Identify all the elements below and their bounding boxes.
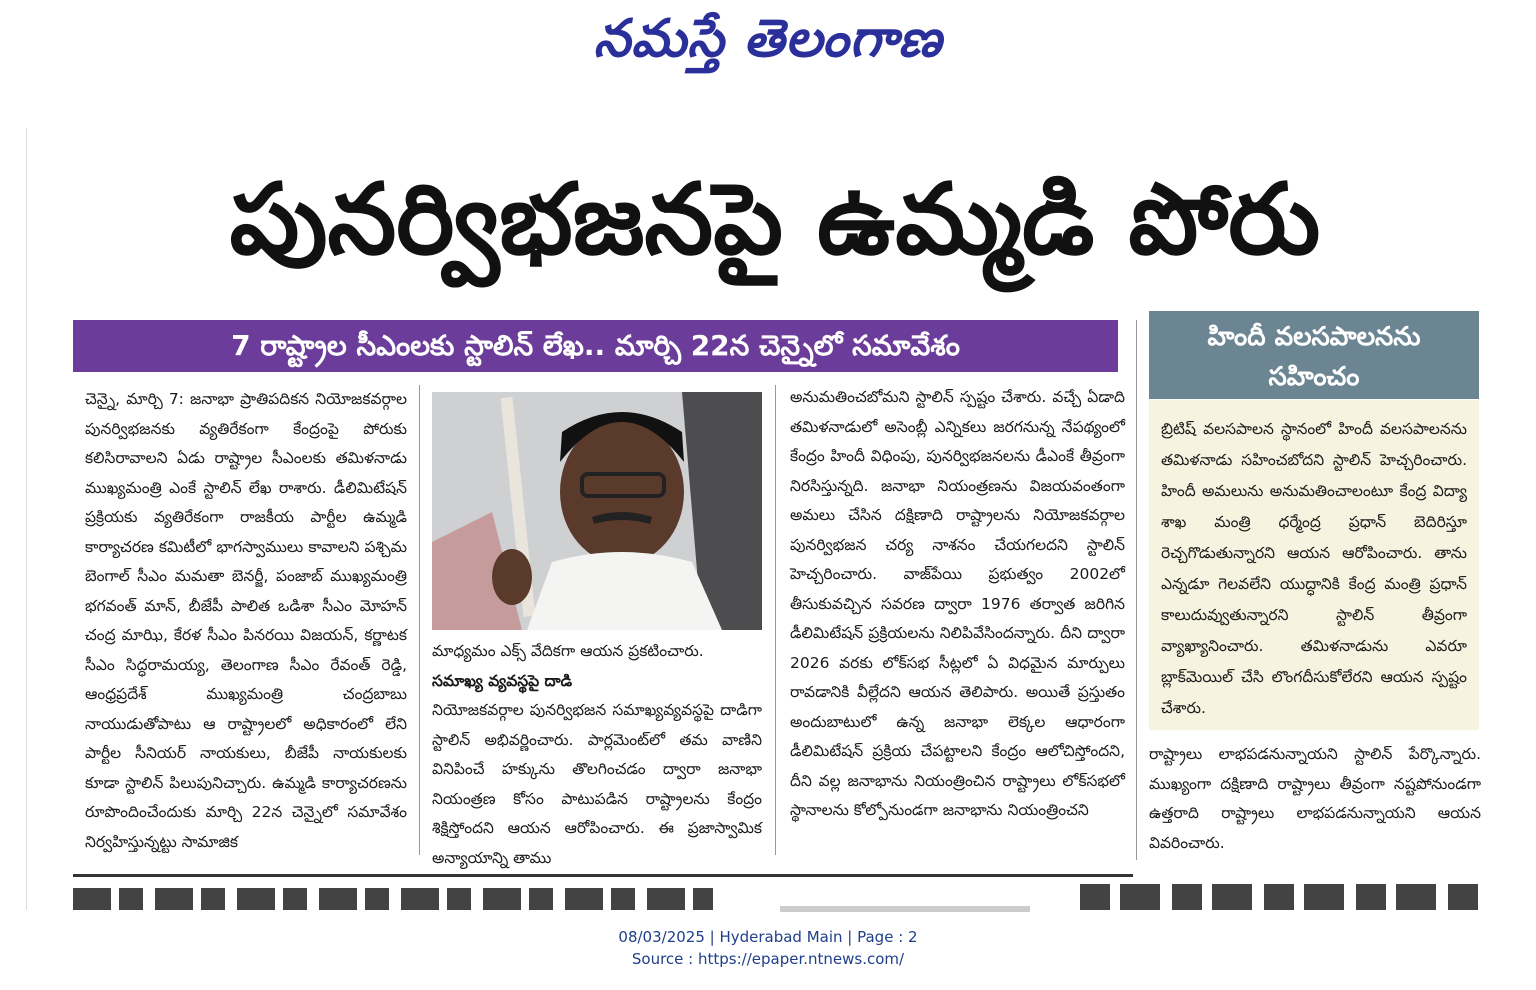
next-article-box-cut [780,906,1030,912]
sidebar-title [1149,311,1479,399]
article-column-2 [432,637,762,867]
column-1-text: చెన్నై, మార్చి 7: జనాభా ప్రాతిపదికన నియోజకవర్గాల పునర్విభజనకు వ్యతిరేకంగా కేంద్రంపై పోరుకు కలిసిరావాలని ఏడు రాష్ట్రాల సీఎంలకు తమిళనాడు ముఖ్యమంత్రి ఎంకే స్టాలిన్ లేఖ రాశారు. డీలిమిటేషన్ ప్రక్రియకు వ్యతిరేకంగా రాజకీయ పార్టీల ఉమ్మడి కార్యాచరణ కమిటీలో భాగస్వాములు కావాలని పశ్చిమ బెంగాల్ సీఎం మమతా బెనర్జీ, పంజాబ్ ముఖ్యమంత్రి భగవంత్ మాన్, బీజేపీ పాలిత ఒడిశా సీఎం మోహన్ చంద్ర మాఝి, కేరళ సీఎం పినరయి విజయన్, కర్ణాటక సీఎం సిద్ధరామయ్య, తెలంగాణ సీఎం రేవంత్ రెడ్డి, ఆంధ్రప్రదేశ్ ముఖ్యమంత్రి చంద్రబాబు నాయుడుతోపాటు ఆ రాష్ట్రాలలో అధికారంలో లేని పార్టీల సీనియర్ నాయకులు, బీజేపీ నాయకులకు కూడా స్టాలిన్ పిలుపునిచ్చారు. ఉమ్మడి కార్యాచరణను రూపొందించేందుకు మార్చి 22న చెన్నైలో సమావేశం నిర్వహిస్తున్నట్టు సామాజిక [85,390,407,851]
sidebar-body: బ్రిటిష్ వలసపాలన స్థానంలో హిందీ వలసపాలనను తమిళనాడు సహించబోదని స్టాలిన్ హెచ్చరించారు. హిందీ అమలును అనుమతించాలంటూ కేంద్ర విద్యా శాఖ మంత్రి ధర్మేంద్ర ప్రధాన్ బెదిరిస్తూ రెచ్చగొడుతున్నారని ఆయన ఆరోపించారు. తాను ఎన్నడూ గెలవలేని యుద్ధానికి కేంద్ర మంత్రి ప్రధాన్ కాలుదువ్వుతున్నారని స్టాలిన్ తీవ్రంగా వ్యాఖ్యానించారు. తమిళనాడును ఎవరూ బ్లాక్‌మెయిల్ చేసి లొంగదీసుకోలేరని ఆయన స్పష్టం చేశారు. [1149,400,1479,730]
next-article-headline-cut [73,888,713,910]
section-rule [73,874,1133,877]
column-2-lead: మాధ్యమం ఎక్స్ వేదికగా ఆయన ప్రకటించారు. [432,642,704,660]
footer-source: Source : https://epaper.ntnews.com/ [631,950,905,968]
previous-page-edge [0,128,27,910]
column-divider [775,385,776,855]
sidebar-title-line1: హిందీ వలసపాలనను [1207,322,1421,352]
stalin-photo [432,392,762,630]
next-article-headline-cut-right [1080,884,1480,910]
article-column-1 [85,385,407,855]
column-divider [419,385,420,855]
article-headline: పునర్విభజనపై ఉమ్మడి పోరు [229,163,1321,277]
newspaper-masthead: నమస్తే తెలంగాణ [593,9,943,69]
page-footer [0,926,1536,970]
column-divider [1136,320,1137,860]
column-4-text: రాష్ట్రాలు లాభపడనున్నాయని స్టాలిన్ పేర్కొన్నారు. ముఖ్యంగా దక్షిణాది రాష్ట్రాలు తీవ్రంగా నష్టపోనుండగా ఉత్తరాది రాష్ట్రాలు లాభపడనున్నాయని ఆయన వివరించారు. [1149,745,1481,852]
column-2-subtitle: సమాఖ్య వ్యవస్థపై దాడి [432,671,573,690]
stalin-photo-illustration [432,392,762,630]
column-3-text: అనుమతించబోమని స్టాలిన్ స్పష్టం చేశారు. వచ్చే ఏడాది తమిళనాడులో అసెంబ్లీ ఎన్నికలు జరగనున్న నేపథ్యంలో కేంద్రం హిందీ విధింపు, పునర్విభజనలను డీఎంకే తీవ్రంగా నిరసిస్తున్నది. జనాభా నియంత్రణను విజయవంతంగా అమలు చేసిన దక్షిణాది రాష్ట్రాలను నియోజకవర్గాల పునర్విభజన చర్య నాశనం చేయగలదని స్టాలిన్ హెచ్చరించారు. వాజ్‌పేయి ప్రభుత్వం 2002లో తీసుకువచ్చిన సవరణ ద్వారా 1976 తర్వాత జరిగిన డీలిమిటేషన్ ప్రక్రియలను నిలిపివేసిందన్నారు. దీని ద్వారా 2026 వరకు లోక్‌సభ సీట్లలో ఏ విధమైన మార్పులు రావడానికి వీల్లేదని ఆయన తెలిపారు. అయితే ప్రస్తుతం అందుబాటులో ఉన్న జనాభా లెక్కల ఆధారంగా డీలిమిటేషన్ ప్రక్రియ చేపట్టాలని కేంద్రం ఆలోచిస్తోందని, దీని వల్ల జనాభాను నియంత్రించిన రాష్ట్రాలు లోక్‌సభలో స్థానాలను కోల్పోనుండగా జనాభాను నియంత్రించని [790,388,1125,819]
article-column-4 [1149,740,1481,860]
sidebar-title-line2: సహించం [1268,362,1360,392]
column-2-text: నియోజకవర్గాల పునర్విభజన సమాఖ్యవ్యవస్థపై దాడిగా స్టాలిన్ అభివర్ణించారు. పార్లమెంట్‌లో తమ వాణిని వినిపించే హక్కును తొలగించడం ద్వారా జనాభా నియంత్రణ కోసం పాటుపడిన రాష్ట్రాలను కేంద్రం శిక్షిస్తోందని ఆయన ఆరోపించారు. ఈ ప్రజాస్వామిక అన్యాయాన్ని తాము [432,701,762,867]
article-subheadline: 7 రాష్ట్రాల సీఎంలకు స్టాలిన్ లేఖ.. మార్చి 22న చెన్నైలో సమావేశం [73,320,1118,372]
footer-date-edition: 08/03/2025 | Hyderabad Main | Page : 2 [618,928,918,946]
article-column-3 [790,383,1125,858]
